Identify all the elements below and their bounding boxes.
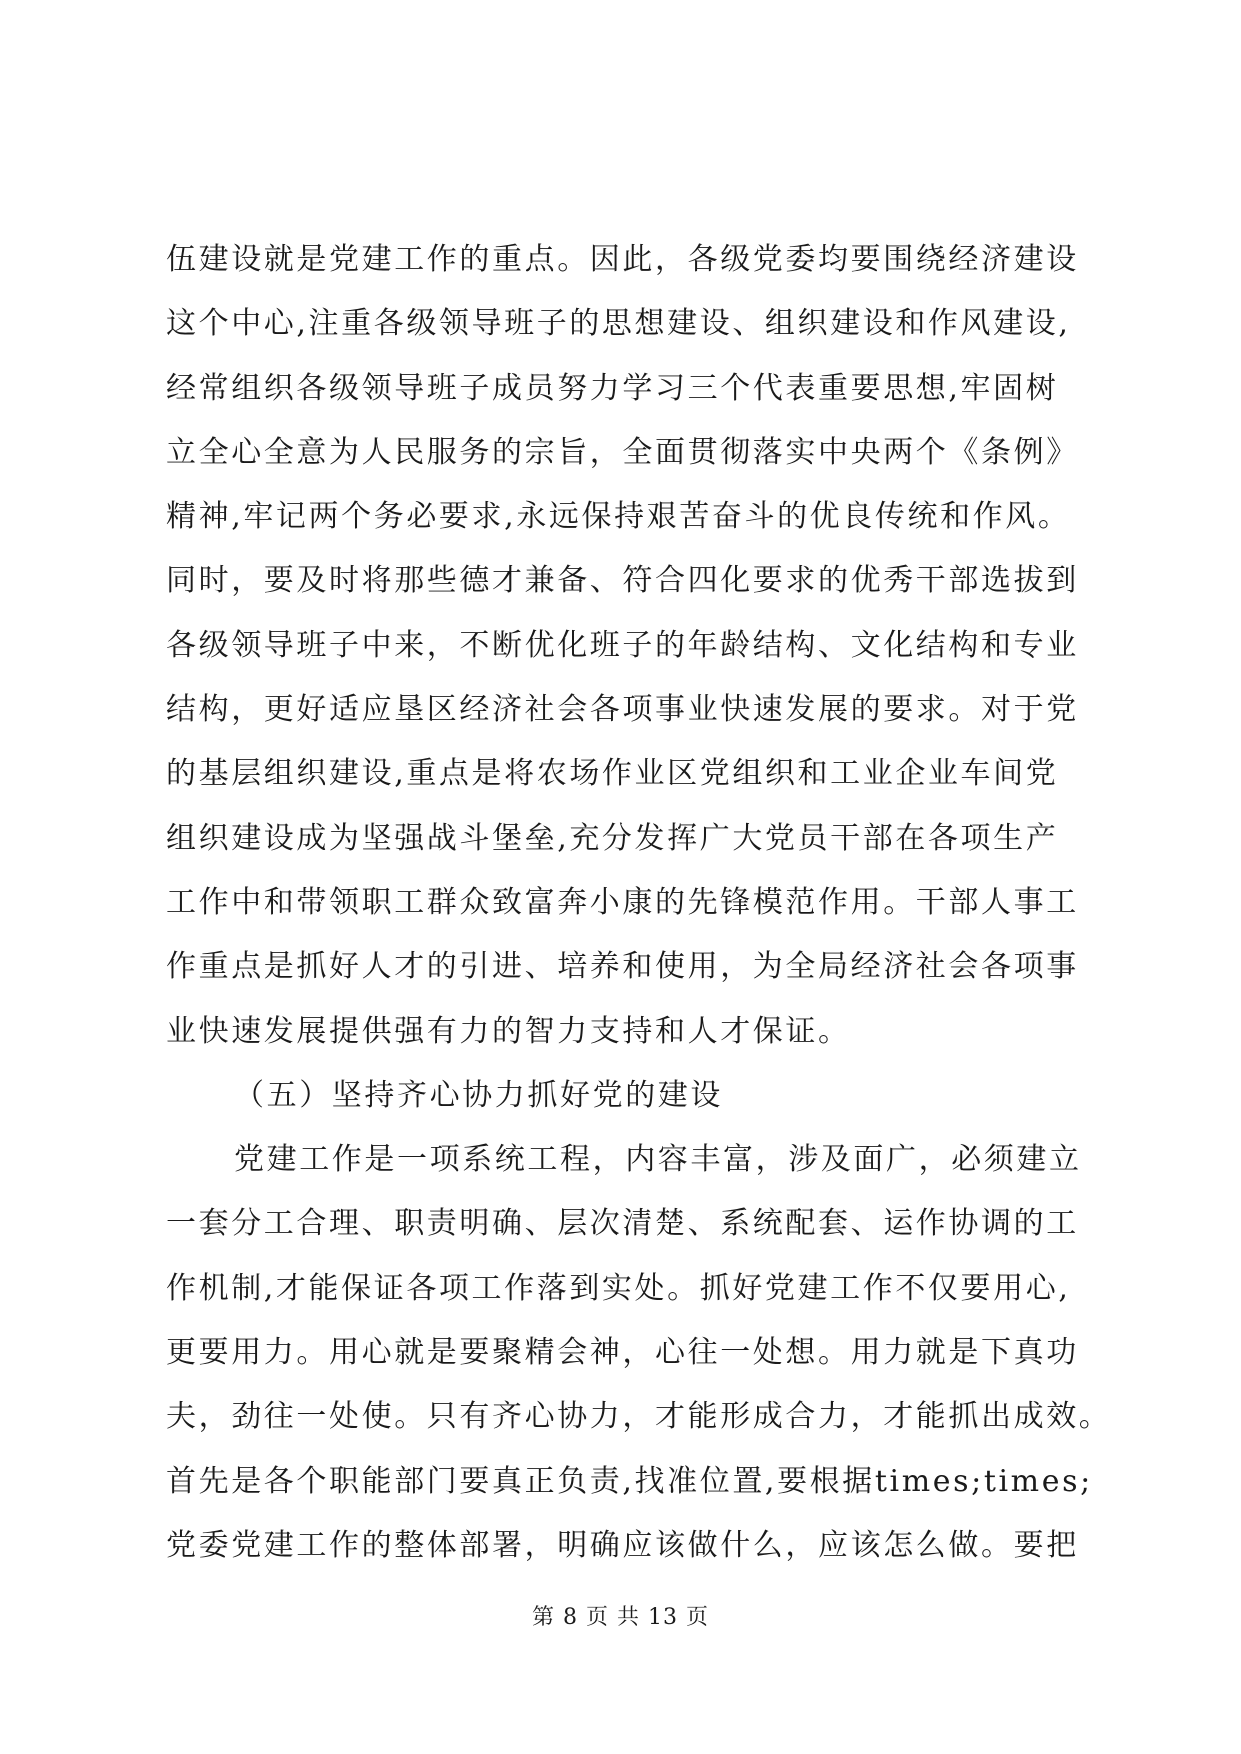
paragraph-line: 结构，更好适应垦区经济社会各项事业快速发展的要求。对于党 [166, 692, 1079, 728]
paragraph-line: 同时，要及时将那些德才兼备、符合四化要求的优秀干部选拔到 [166, 563, 1079, 599]
paragraph-line: 立全心全意为人民服务的宗旨，全面贯彻落实中央两个《条例》 [166, 434, 1079, 470]
paragraph-line: 各级领导班子中来，不断优化班子的年龄结构、文化结构和专业 [166, 627, 1079, 663]
paragraph-line: 夫，劲往一处使。只有齐心协力，才能形成合力，才能抓出成效。 [166, 1399, 1112, 1435]
paragraph-line: 经常组织各级领导班子成员努力学习三个代表重要思想,牢固树 [166, 370, 1059, 406]
document-body [166, 228, 1112, 1578]
paragraph-line: 首先是各个职能部门要真正负责,找准位置,要根据times;times; [166, 1463, 1093, 1499]
paragraph-line: 更要用力。用心就是要聚精会神，心往一处想。用力就是下真功 [166, 1335, 1079, 1371]
paragraph-line: 一套分工合理、职责明确、层次清楚、系统配套、运作协调的工 [166, 1206, 1079, 1242]
paragraph-line: 精神,牢记两个务必要求,永远保持艰苦奋斗的优良传统和作风。 [166, 499, 1071, 535]
paragraph-line: 工作中和带领职工群众致富奔小康的先锋模范作用。干部人事工 [166, 884, 1079, 920]
paragraph-line: 的基层组织建设,重点是将农场作业区党组织和工业企业车间党 [166, 756, 1059, 792]
paragraph-line: 伍建设就是党建工作的重点。因此，各级党委均要围绕经济建设 [166, 242, 1079, 277]
paragraph-line: 作重点是抓好人才的引进、培养和使用，为全局经济社会各项事 [166, 949, 1079, 985]
paragraph-line: 组织建设成为坚强战斗堡垒,充分发挥广大党员干部在各项生产 [166, 820, 1059, 856]
section-heading: （五）坚持齐心协力抓好党的建设 [234, 1077, 723, 1113]
paragraph-line: 党建工作是一项系统工程，内容丰富，涉及面广，必须建立 [234, 1142, 1082, 1178]
paragraph-line: 作机制,才能保证各项工作落到实处。抓好党建工作不仅要用心, [166, 1270, 1071, 1306]
paragraph-line: 这个中心,注重各级领导班子的思想建设、组织建设和作风建设, [166, 306, 1071, 342]
page-number-footer: 第 8 页 共 13 页 [532, 1605, 709, 1630]
paragraph-line: 业快速发展提供强有力的智力支持和人才保证。 [166, 1013, 851, 1049]
paragraph-line: 党委党建工作的整体部署，明确应该做什么，应该怎么做。要把 [166, 1527, 1079, 1563]
